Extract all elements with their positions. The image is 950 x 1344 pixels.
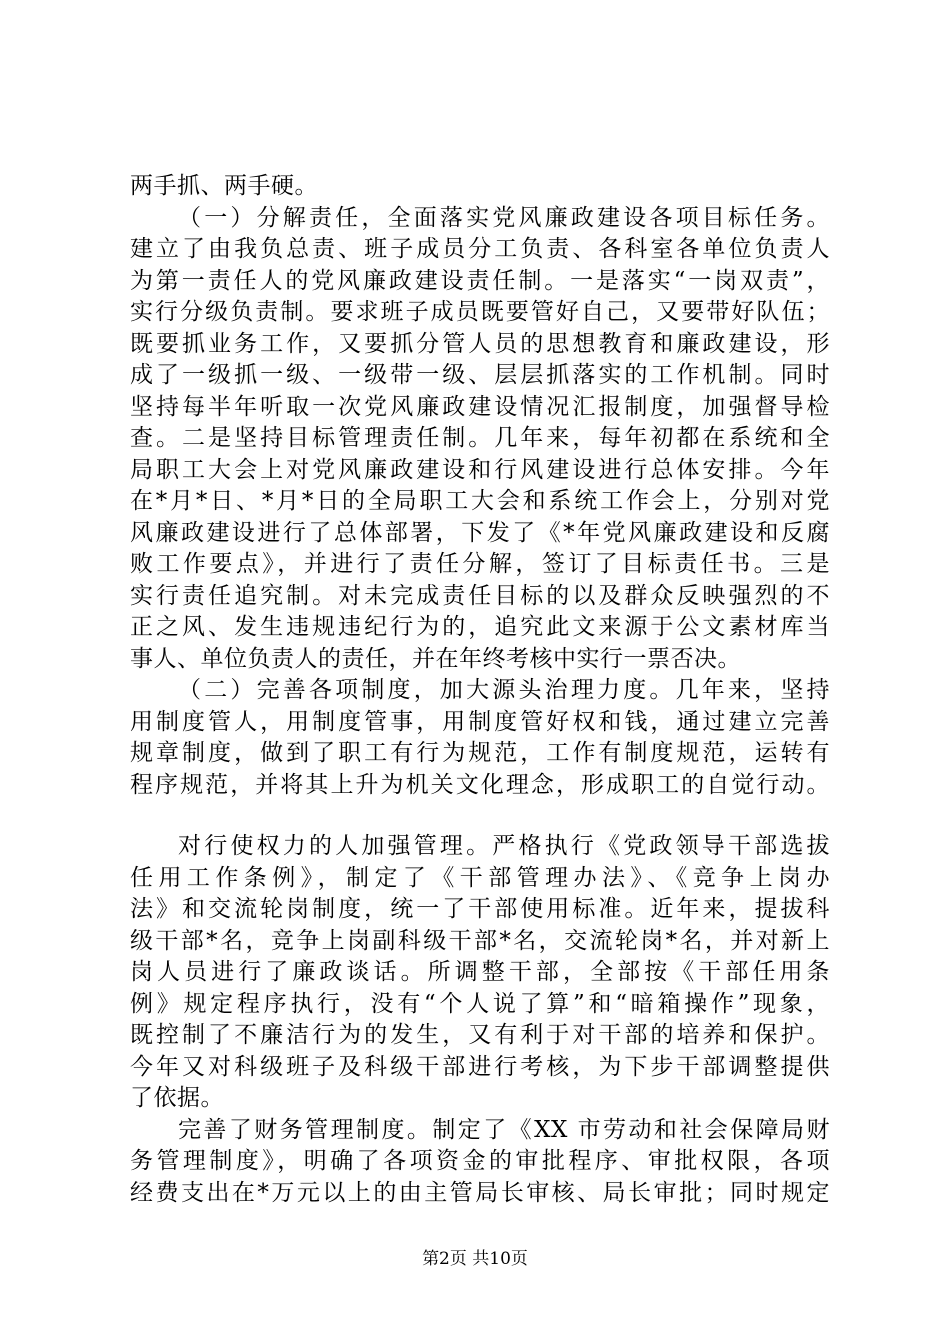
text-line: 实行分级负责制。要求班子成员既要管好自己，又要带好队伍； — [130, 299, 830, 325]
text-line: 成了一级抓一级、一级带一级、层层抓落实的工作机制。同时 — [130, 362, 830, 388]
page-number-footer: 第2页 共10页 — [422, 1249, 528, 1269]
text-line: 了依据。 — [130, 1085, 224, 1111]
text-line: 建立了由我负总责、班子成员分工负责、各科室各单位负责人 — [130, 236, 830, 262]
paragraph-start-line: 完善了财务管理制度。制定了《XX 市劳动和社会保障局财 — [178, 1116, 830, 1143]
text-line: 程序规范，并将其上升为机关文化理念，形成职工的自觉行动。 — [130, 771, 830, 798]
text-line: 务管理制度》，明确了各项资金的审批程序、审批权限，各项 — [130, 1148, 830, 1174]
document-body — [130, 171, 830, 1209]
text-line: 今年又对科级班子及科级干部进行考核，为下步干部调整提供 — [130, 1053, 830, 1080]
text-line: 任用工作条例》，制定了《干部管理办法》、《竞争上岗办 — [130, 864, 830, 891]
text-line: 级干部*名，竞争上岗副科级干部*名，交流轮岗*名，并对新上 — [130, 927, 830, 954]
text-line: 规章制度，做到了职工有行为规范，工作有制度规范，运转有 — [130, 740, 830, 766]
paragraph-start-line: 对行使权力的人加强管理。严格执行《党政领导干部选拔 — [178, 833, 830, 859]
text-line: 用制度管人，用制度管事，用制度管好权和钱，通过建立完善 — [130, 708, 830, 735]
text-line: 既要抓业务工作，又要抓分管人员的思想教育和廉政建设，形 — [130, 330, 830, 357]
text-line: 两手抓、两手硬。 — [130, 173, 318, 199]
text-line: 事人、单位负责人的责任，并在年终考核中实行一票否决。 — [130, 645, 741, 672]
text-line: 坚持每半年听取一次党风廉政建设情况汇报制度，加强督导检 — [130, 393, 830, 420]
text-line: 实行责任追究制。对未完成责任目标的以及群众反映强烈的不 — [130, 582, 830, 609]
text-line: 正之风、发生违规违纪行为的，追究此文来源于公文素材库当 — [130, 614, 830, 640]
text-line: 既控制了不廉洁行为的发生，又有利于对干部的培养和保护。 — [130, 1022, 830, 1048]
text-line: 例》规定程序执行，没有“个人说了算”和“暗箱操作”现象， — [130, 990, 830, 1017]
text-line: 败工作要点》，并进行了责任分解，签订了目标责任书。三是 — [130, 551, 830, 577]
text-line: 经费支出在*万元以上的由主管局长审核、局长审批；同时规定 — [130, 1179, 830, 1206]
text-line: 法》和交流轮岗制度，统一了干部使用标准。近年来，提拔科 — [130, 896, 830, 922]
text-line: 查。二是坚持目标管理责任制。几年来，每年初都在系统和全 — [130, 425, 830, 451]
section-heading-line: （二）完善各项制度，加大源头治理力度。几年来，坚持 — [178, 677, 830, 703]
text-line: 为第一责任人的党风廉政建设责任制。一是落实“一岗双责”， — [130, 267, 830, 294]
text-line: 岗人员进行了廉政谈话。所调整干部，全部按《干部任用条 — [130, 959, 830, 985]
text-line: 局职工大会上对党风廉政建设和行风建设进行总体安排。今年 — [130, 456, 830, 483]
paragraph-gap — [130, 801, 830, 831]
section-heading-line: （一）分解责任，全面落实党风廉政建设各项目标任务。 — [178, 204, 830, 231]
text-line: 风廉政建设进行了总体部署，下发了《*年党风廉政建设和反腐 — [130, 519, 830, 546]
text-line: 在*月*日、*月*日的全局职工大会和系统工作会上，分别对党 — [130, 488, 830, 514]
